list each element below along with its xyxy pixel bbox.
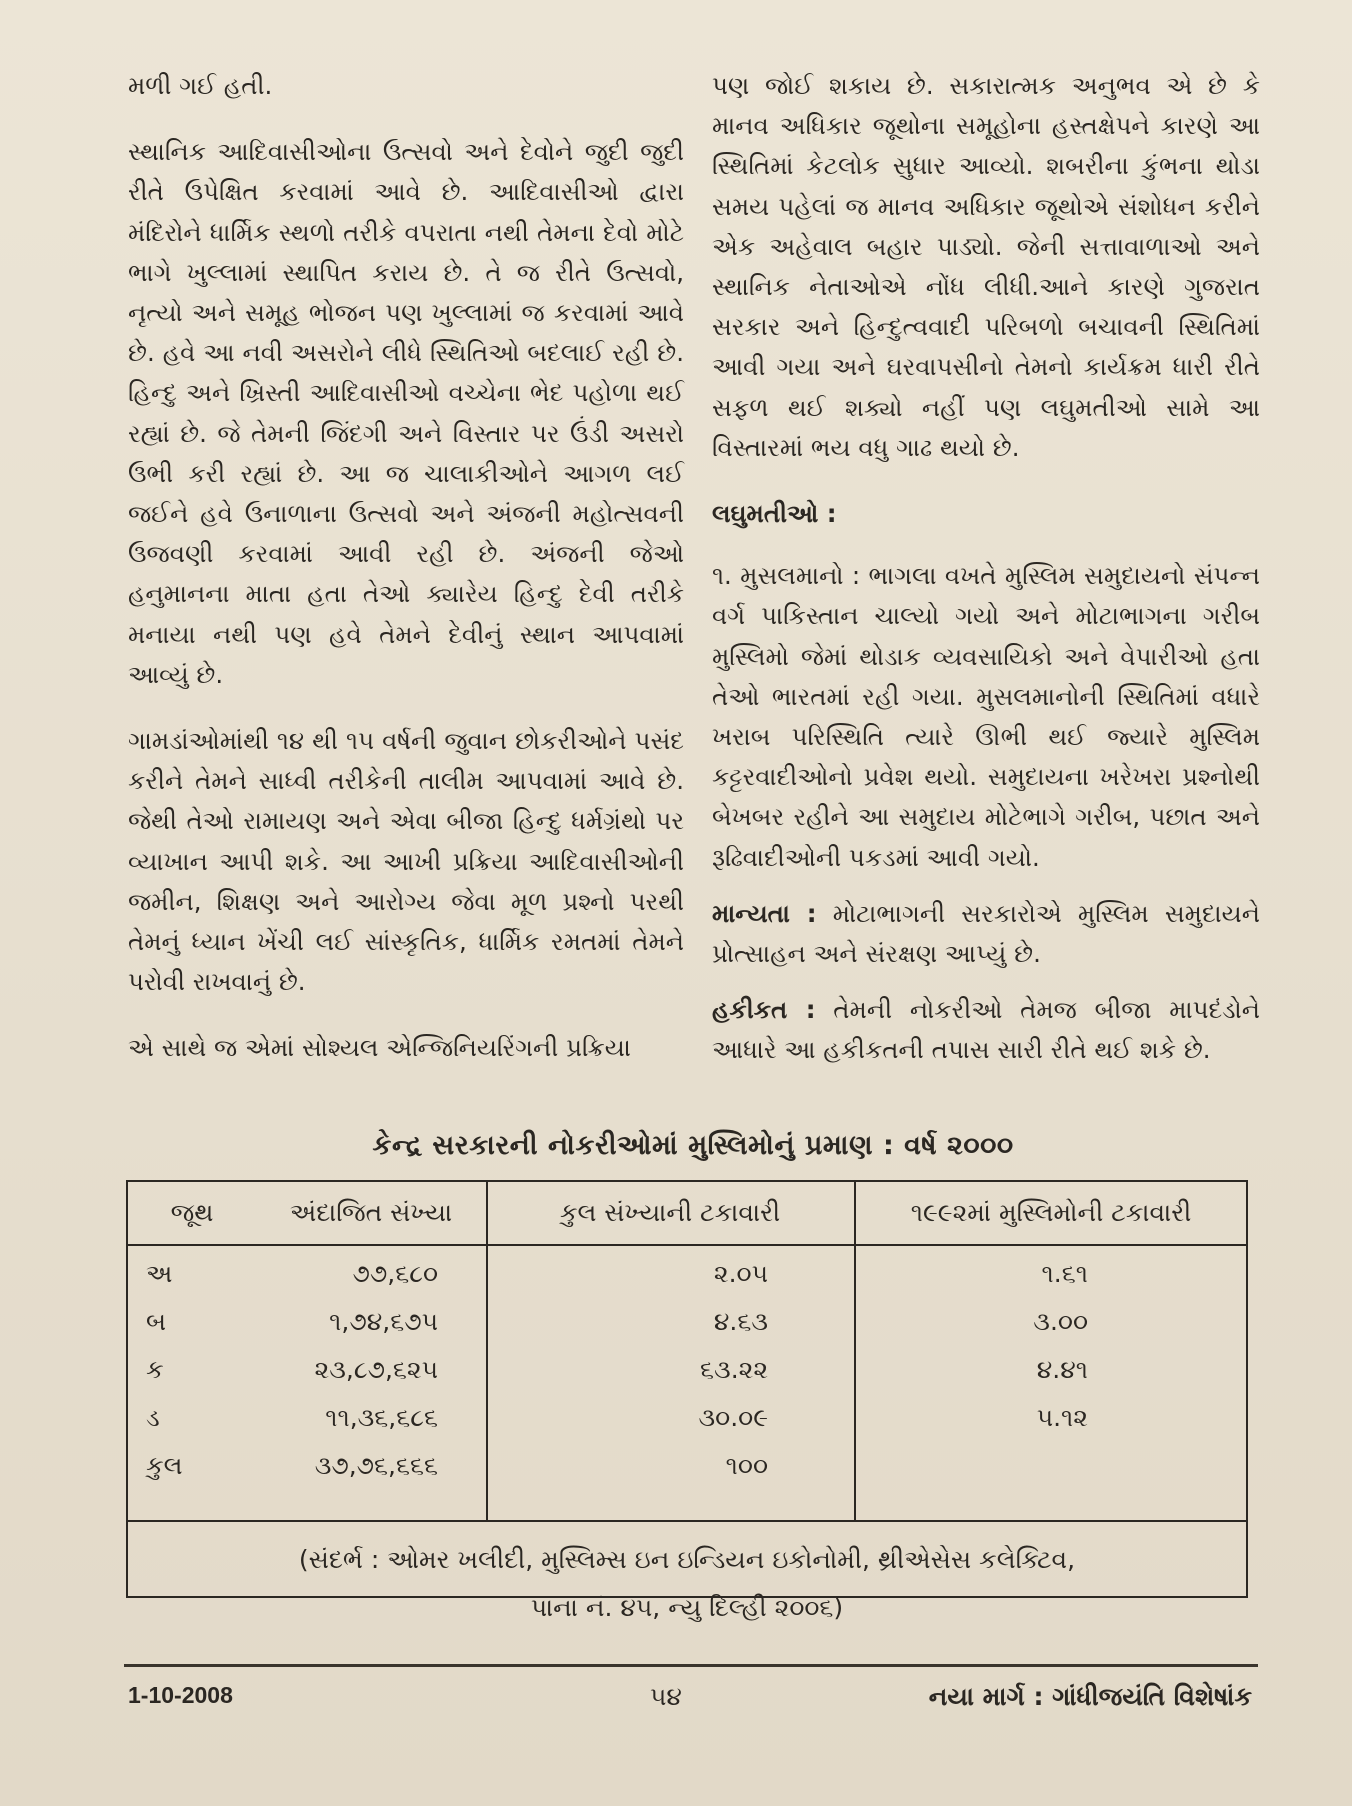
- left-column: [128, 66, 684, 1095]
- group-cell: અ: [146, 1259, 173, 1288]
- group-cell: કુલ: [146, 1451, 183, 1480]
- paragraph: ૧. મુસલમાનો : ભાગલા વખતે મુસ્લિમ સમુદાયનો સંપન્ન વર્ગ પાકિસ્તાન ચાલ્યો ગયો અને મોટાભાગના ગરીબ મુસ્લિમો જેમાં થોડાક વ્યવસાયિકો અને વેપારીઓ હતા તેઓ ભારતમાં રહી ગયા. મુસલમાનોની સ્થિતિમાં વધારે ખરાબ પરિસ્થિતિ ત્યારે ઊભી થઈ જ્યારે મુસ્લિમ કટ્ટરવાદીઓનો પ્રવેશ થયો. સમુદાયના ખરેખરા પ્રશ્નોથી બેખબર રહીને આ સમુદાય મોટેભાગે ગરીબ, પછાત અને રૂઢિવાદીઓની પકડમાં આવી ગયો.: [712, 561, 1260, 872]
- count-cell: ૭૭,૬૮૦: [352, 1259, 438, 1288]
- paragraph: પણ જોઈ શકાય છે. સકારાત્મક અનુભવ એ છે કે માનવ અધિકાર જૂથોના સમૂહોના હસ્તક્ષેપને કારણે આ સ્થિતિમાં કેટલોક સુધાર આવ્યો. શબરીના કુંભના થોડા સમય પહેલાં જ માનવ અધિકાર જૂથોએ સંશોધન કરીને એક અહેવાલ બહાર પાડ્યો. જેની સત્તાવાળાઓ અને સ્થાનિક નેતાઓએ નોંધ લીધી.આને કારણે ગુજરાત સરકાર અને હિન્દુત્વવાદી પરિબળો બચાવની સ્થિતિમાં આવી ગયા અને ઘરવાપસીનો તેમનો કાર્યક્રમ ધારી રીતે સફળ થઈ શક્યો નહીં પણ લઘુમતીઓ સામે આ વિસ્તારમાં ભય વધુ ગાઢ થયો છે.: [712, 71, 1260, 462]
- issue-date: 1-10-2008: [128, 1682, 233, 1708]
- table-row: [128, 1342, 1246, 1390]
- table-source: [128, 1536, 1246, 1632]
- count-cell: ૧૧,૩૬,૬૮૬: [325, 1403, 438, 1432]
- paragraph-lead: માન્યતા :: [712, 898, 817, 928]
- muslim-percent-cell: ૪.૪૧: [1036, 1355, 1088, 1384]
- percent-cell: ૬૩.૨૨: [700, 1355, 768, 1384]
- group-cell: ડ: [146, 1403, 160, 1432]
- muslim-percent-cell: [928, 1446, 1088, 1486]
- paragraph-text: તેમની નોકરીઓ તેમજ બીજા માપદંડોને આધારે આ હકીકતની તપાસ સારી રીતે થઈ શકે છે.: [712, 995, 1261, 1065]
- section-heading: લઘુમતીઓ :: [712, 499, 837, 529]
- paragraph: [712, 894, 1260, 974]
- paragraph: મળી ગઈ હતી.: [128, 71, 273, 100]
- column-header: જૂથ: [170, 1198, 214, 1227]
- group-cell: ક: [146, 1355, 164, 1384]
- paragraph: એ સાથે જ એમાં સોશ્યલ એન્જિનિયરિંગની પ્રક્રિયા: [128, 1033, 631, 1063]
- percent-cell: ૪.૬૩: [713, 1307, 768, 1336]
- footer-rule: [124, 1664, 1258, 1667]
- magazine-name: નયા માર્ગ : ગાંધીજયંતિ વિશેષાંક: [928, 1682, 1252, 1711]
- source-line: પાના નં. ૪૫, ન્યુ દિલ્હી ૨૦૦૬): [530, 1593, 844, 1622]
- table-header: [128, 1182, 1246, 1246]
- percent-cell: ૨.૦૫: [713, 1259, 768, 1288]
- paragraph: સ્થાનિક આદિવાસીઓના ઉત્સવો અને દેવોને જુદી જુદી રીતે ઉપેક્ષિત કરવામાં આવે છે. આદિવાસીઓ દ્વારા મંદિરોને ધાર્મિક સ્થળો તરીકે વપરાતા નથી તેમના દેવો મોટે ભાગે ખુલ્લામાં સ્થાપિત કરાય છે. તે જ રીતે ઉત્સવો, નૃત્યો અને સમૂહ ભોજન પણ ખુલ્લામાં જ કરવામાં આવે છે. હવે આ નવી અસરોને લીધે સ્થિતિઓ બદલાઈ રહી છે. હિન્દુ અને ખ્રિસ્તી આદિવાસીઓ વચ્ચેના ભેદ પહોળા થઈ રહ્યાં છે. જે તેમની જિંદગી અને વિસ્તાર પર ઉંડી અસરો ઉભી કરી રહ્યાં છે. આ જ ચાલાકીઓને આગળ લઈ જઈને હવે ઉનાળાના ઉત્સવો અને અંજની મહોત્સવની ઉજવણી કરવામાં આવી રહી છે. અંજની જેઓ હનુમાનના માતા હતા તેઓ ક્યારેય હિન્દુ દેવી તરીકે મનાયા નથી પણ હવે તેમને દેવીનું સ્થાન આપવામાં આવ્યું છે.: [128, 137, 684, 689]
- group-cell: બ: [146, 1307, 167, 1336]
- source-line: (સંદર્ભ : ઓમર ખલીદી, મુસ્લિમ્સ ઇન ઇન્ડિયન ઇકોનોમી, થ્રીએસેસ કલેક્ટિવ,: [298, 1545, 1076, 1574]
- percent-cell: ૧૦૦: [725, 1451, 768, 1480]
- table-row: [128, 1390, 1246, 1438]
- count-cell: ૧,૭૪,૬૭૫: [329, 1307, 438, 1336]
- table-title: કેન્દ્ર સરકારની નોકરીઓમાં મુસ્લિમોનું પ્રમાણ : વર્ષ ૨૦૦૦: [372, 1130, 1014, 1161]
- column-header: કુલ સંખ્યાની ટકાવારી: [559, 1198, 781, 1227]
- percent-cell: ૩૦.૦૯: [698, 1403, 768, 1432]
- paragraph: ગામડાંઓમાંથી ૧૪ થી ૧૫ વર્ષની જુવાન છોકરીઓને પસંદ કરીને તેમને સાધ્વી તરીકેની તાલીમ આપવામાં આવે છે. જેથી તેઓ રામાયણ અને એવા બીજા હિન્દુ ધર્મગ્રંથો પર વ્યાખાન આપી શકે. આ આખી પ્રક્રિયા આદિવાસીઓની જમીન, શિક્ષણ અને આરોગ્ય જેવા મૂળ પ્રશ્નો પરથી તેમનું ધ્યાન ખેંચી લઈ સાંસ્કૃતિક, ધાર્મિક રમતમાં તેમને પરોવી રાખવાનું છે.: [128, 726, 684, 997]
- count-cell: ૩૭,૭૬,૬૬૬: [314, 1451, 438, 1480]
- right-column: [712, 66, 1260, 1087]
- paragraph-lead: હકીકત :: [712, 995, 816, 1025]
- muslim-percent-cell: ૩.૦૦: [1033, 1307, 1088, 1336]
- table-row-total: [128, 1438, 1246, 1486]
- table-divider: [128, 1520, 1246, 1522]
- paragraph: [712, 990, 1260, 1070]
- muslim-percent-cell: ૫.૧૨: [1036, 1403, 1088, 1432]
- column-header: અંદાજિત સંખ્યા: [289, 1198, 453, 1227]
- paragraph-text: મોટાભાગની સરકારોએ મુસ્લિમ સમુદાયને પ્રોત્સાહન અને સંરક્ષણ આપ્યું છે.: [712, 898, 1260, 969]
- muslim-percent-cell: ૧.૬૧: [1041, 1259, 1088, 1288]
- column-header: ૧૯૯૨માં મુસ્લિમોની ટકાવારી: [910, 1198, 1192, 1227]
- count-cell: ૨૩,૮૭,૬૨૫: [314, 1355, 438, 1384]
- page-number: ૫૪: [650, 1682, 682, 1711]
- table-row: [128, 1294, 1246, 1342]
- table-row: [128, 1246, 1246, 1294]
- data-table: [126, 1180, 1248, 1622]
